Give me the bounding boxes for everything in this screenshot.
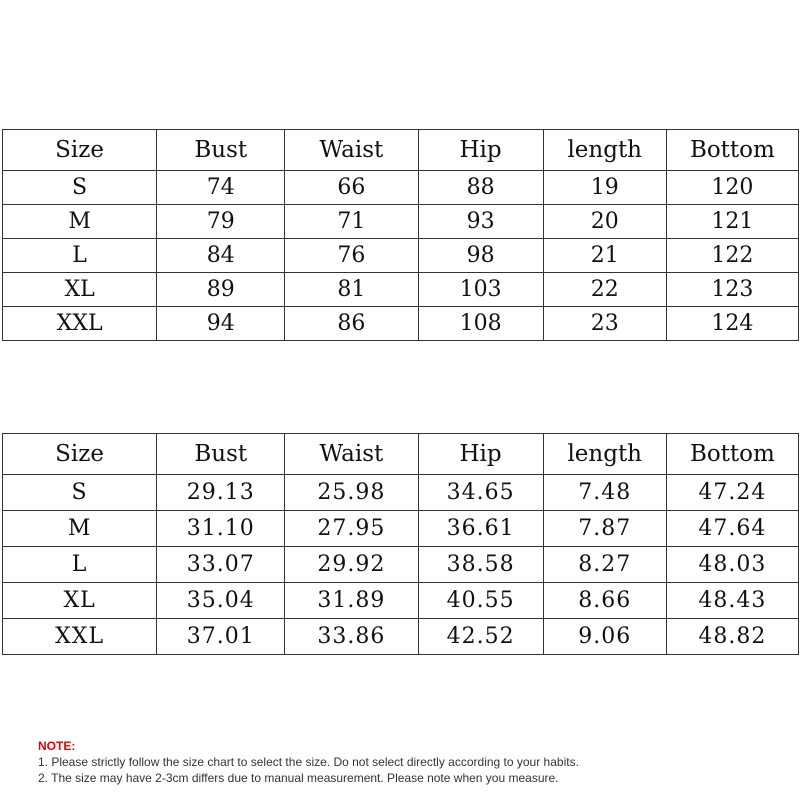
header-row: [3, 434, 799, 475]
header-size: Size: [3, 434, 157, 475]
cell-length: 7.48: [543, 475, 666, 511]
note-block: [38, 738, 579, 786]
cell-size: S: [3, 171, 157, 205]
cell-length: 8.27: [543, 547, 666, 583]
table-row: [3, 171, 799, 205]
header-waist: Waist: [285, 130, 418, 171]
cell-bottom: 122: [666, 239, 798, 273]
cell-waist: 33.86: [285, 619, 418, 655]
cell-bottom: 124: [666, 307, 798, 341]
cell-size: XXL: [3, 307, 157, 341]
header-hip: Hip: [418, 434, 543, 475]
header-length: length: [543, 130, 666, 171]
cell-length: 22: [543, 273, 666, 307]
header-bottom: Bottom: [666, 130, 798, 171]
cell-size: M: [3, 511, 157, 547]
table-row: [3, 307, 799, 341]
cell-bottom: 48.82: [666, 619, 798, 655]
cell-bottom: 48.03: [666, 547, 798, 583]
cell-bust: 33.07: [157, 547, 285, 583]
cell-hip: 38.58: [418, 547, 543, 583]
cell-hip: 93: [418, 205, 543, 239]
cell-waist: 66: [285, 171, 418, 205]
cell-length: 21: [543, 239, 666, 273]
cell-bust: 79: [157, 205, 285, 239]
cell-bottom: 47.24: [666, 475, 798, 511]
cell-bottom: 123: [666, 273, 798, 307]
table-row: [3, 273, 799, 307]
cell-length: 20: [543, 205, 666, 239]
header-length: length: [543, 434, 666, 475]
cell-hip: 42.52: [418, 619, 543, 655]
cell-bust: 94: [157, 307, 285, 341]
cell-bottom: 121: [666, 205, 798, 239]
cell-size: XXL: [3, 619, 157, 655]
size-table-inch: [2, 433, 799, 655]
cell-waist: 76: [285, 239, 418, 273]
cell-length: 9.06: [543, 619, 666, 655]
cell-hip: 40.55: [418, 583, 543, 619]
cell-waist: 29.92: [285, 547, 418, 583]
cell-bust: 74: [157, 171, 285, 205]
cell-bust: 35.04: [157, 583, 285, 619]
cell-hip: 98: [418, 239, 543, 273]
cell-hip: 108: [418, 307, 543, 341]
cell-waist: 81: [285, 273, 418, 307]
cell-bust: 89: [157, 273, 285, 307]
cell-length: 19: [543, 171, 666, 205]
cell-waist: 31.89: [285, 583, 418, 619]
header-row: [3, 130, 799, 171]
cell-length: 23: [543, 307, 666, 341]
header-size: Size: [3, 130, 157, 171]
cell-size: L: [3, 239, 157, 273]
header-bust: Bust: [157, 434, 285, 475]
cell-hip: 34.65: [418, 475, 543, 511]
size-table-cm: [2, 129, 799, 341]
table-row: [3, 619, 799, 655]
cell-length: 7.87: [543, 511, 666, 547]
cell-waist: 27.95: [285, 511, 418, 547]
table-row: [3, 475, 799, 511]
cell-length: 8.66: [543, 583, 666, 619]
header-hip: Hip: [418, 130, 543, 171]
cell-size: M: [3, 205, 157, 239]
table-row: [3, 583, 799, 619]
table-row: [3, 239, 799, 273]
header-waist: Waist: [285, 434, 418, 475]
table-row: [3, 205, 799, 239]
table-row: [3, 511, 799, 547]
cell-bust: 84: [157, 239, 285, 273]
cell-size: XL: [3, 583, 157, 619]
note-title: NOTE:: [38, 739, 76, 753]
cell-hip: 88: [418, 171, 543, 205]
cell-bottom: 47.64: [666, 511, 798, 547]
cell-waist: 86: [285, 307, 418, 341]
cell-hip: 103: [418, 273, 543, 307]
cell-bottom: 48.43: [666, 583, 798, 619]
cell-bottom: 120: [666, 171, 798, 205]
note-line-2: 2. The size may have 2-3cm differs due to manual measurement. Please note when you measure.: [38, 771, 559, 785]
cell-hip: 36.61: [418, 511, 543, 547]
cell-bust: 31.10: [157, 511, 285, 547]
cell-size: S: [3, 475, 157, 511]
cell-waist: 25.98: [285, 475, 418, 511]
cell-size: L: [3, 547, 157, 583]
header-bust: Bust: [157, 130, 285, 171]
note-line-1: 1. Please strictly follow the size chart to select the size. Do not select directly according to your habits.: [38, 755, 579, 769]
cell-waist: 71: [285, 205, 418, 239]
header-bottom: Bottom: [666, 434, 798, 475]
cell-bust: 29.13: [157, 475, 285, 511]
cell-bust: 37.01: [157, 619, 285, 655]
table-row: [3, 547, 799, 583]
cell-size: XL: [3, 273, 157, 307]
